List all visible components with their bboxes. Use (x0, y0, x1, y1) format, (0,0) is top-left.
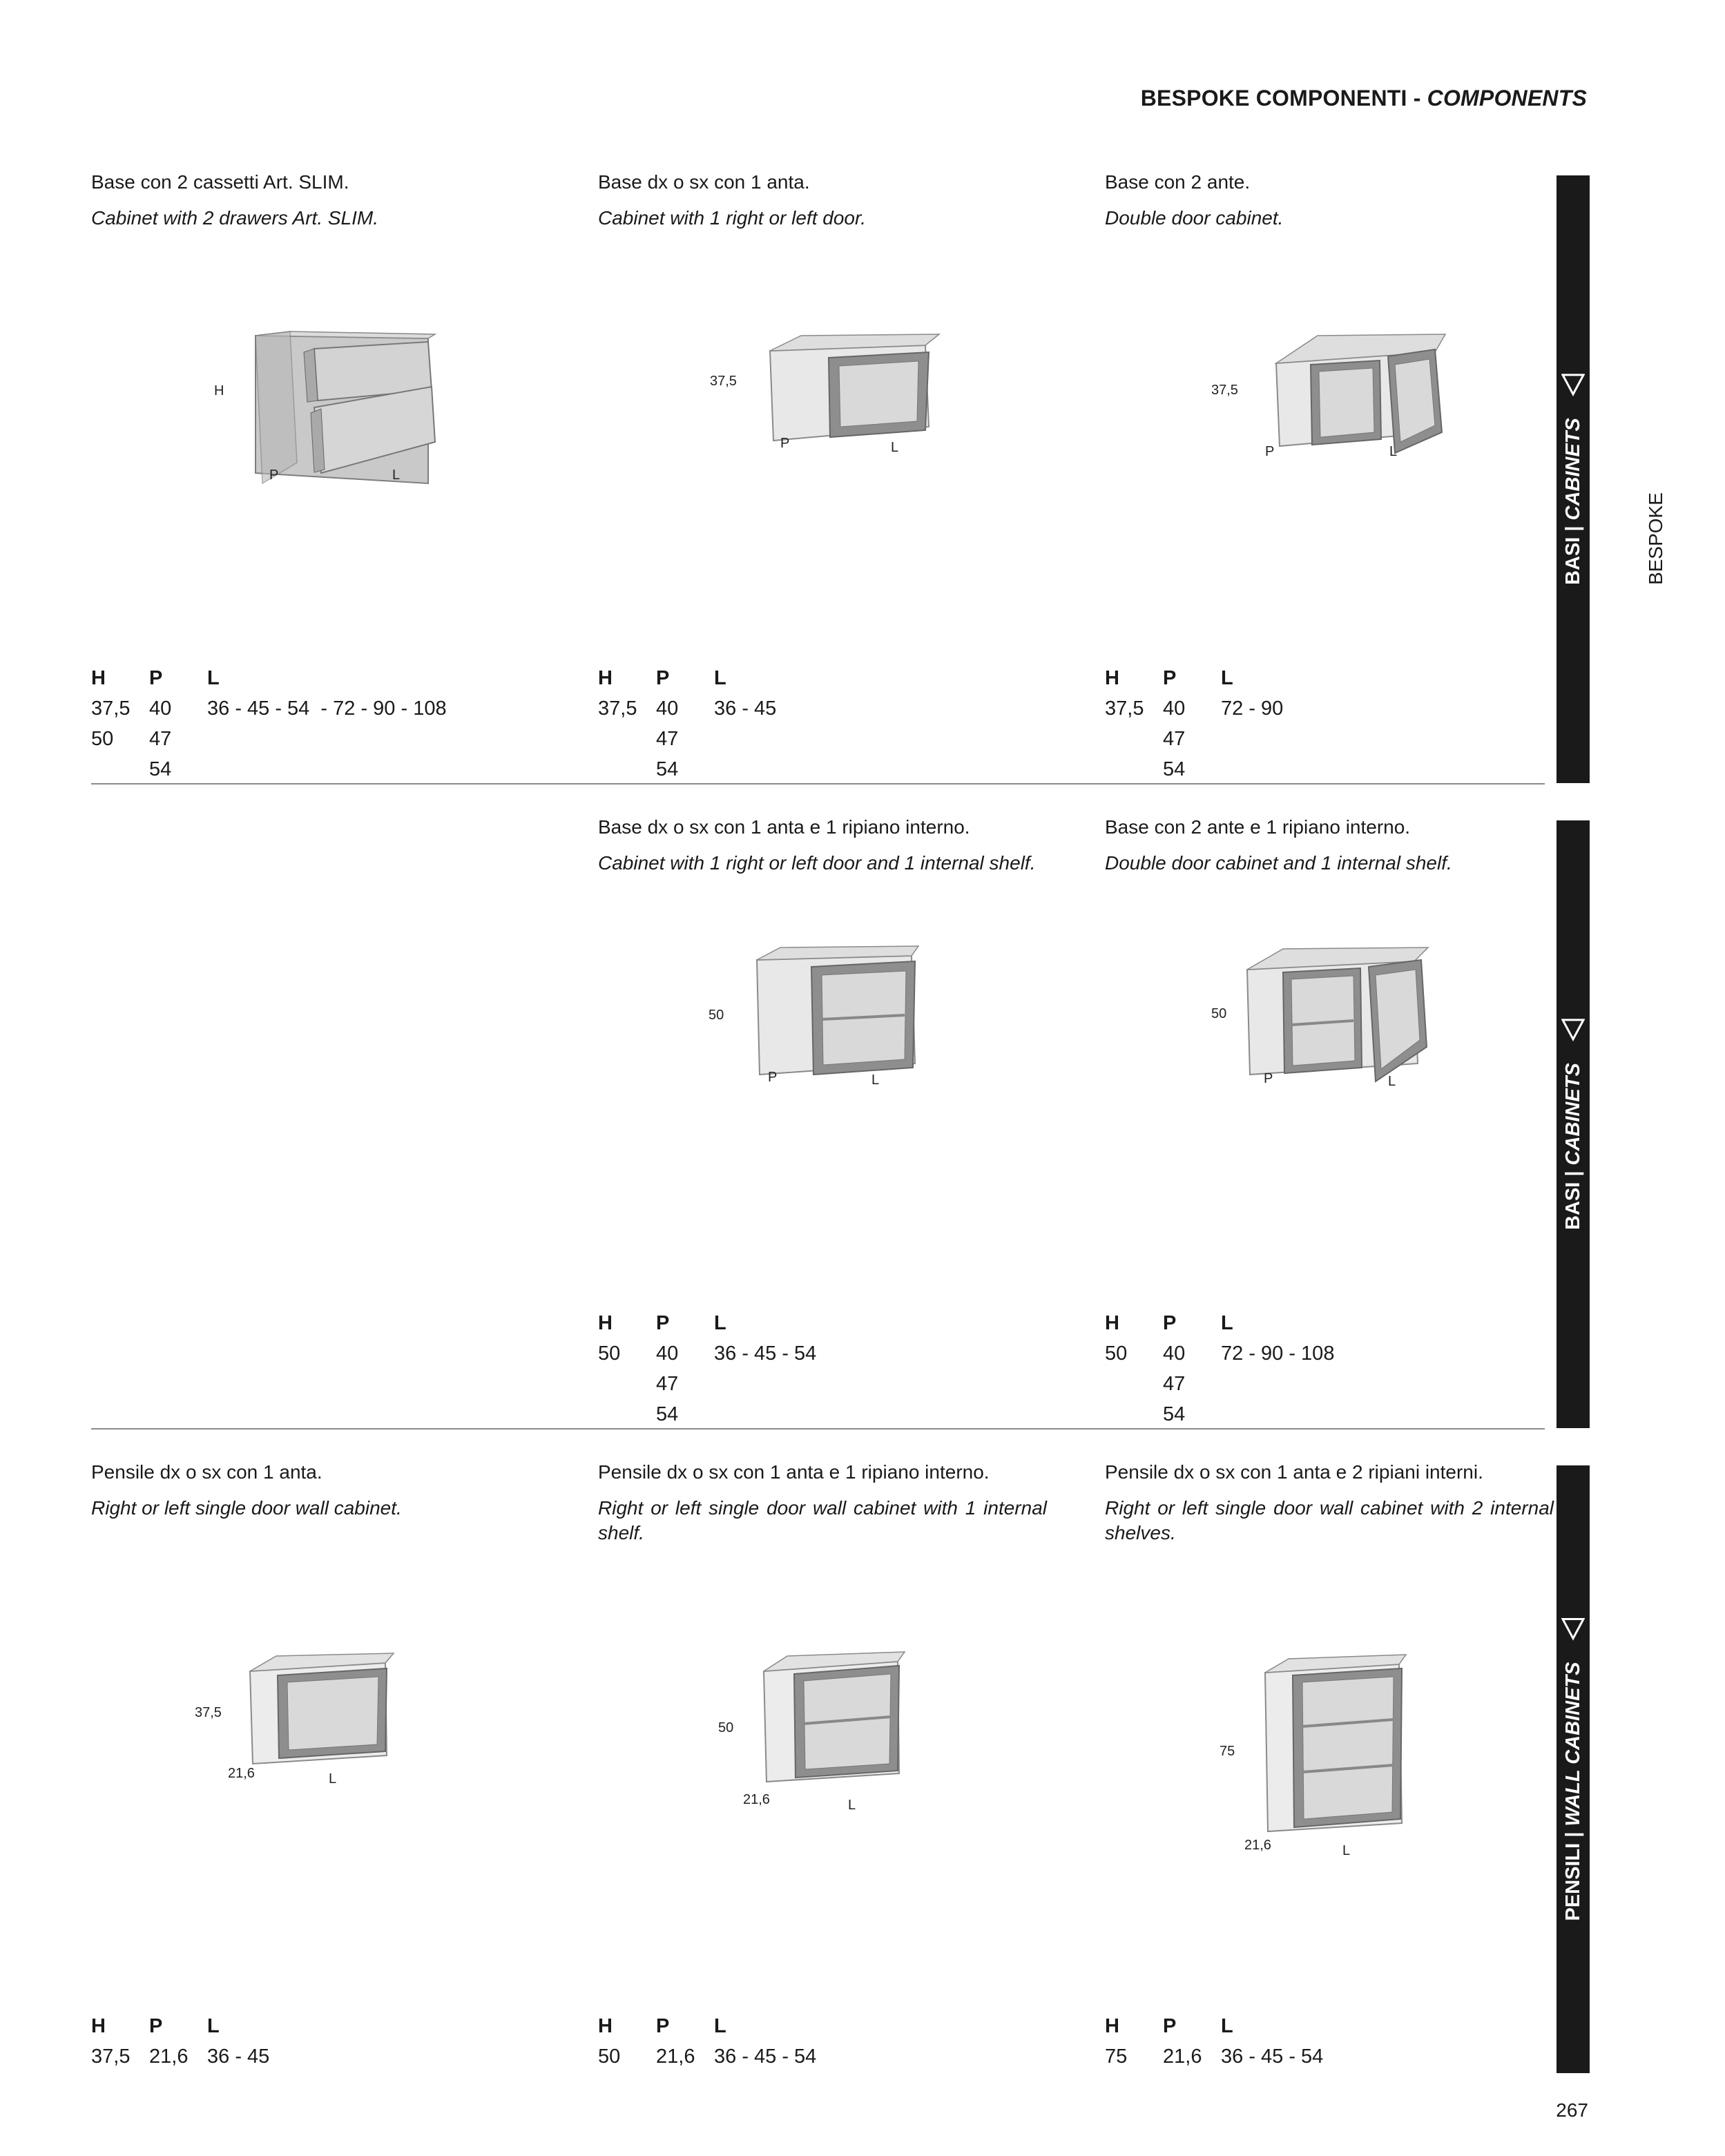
product-title-it: Base con 2 ante e 1 ripiano interno. (1105, 816, 1411, 838)
cell-p: 47 (149, 728, 172, 750)
dimension-label-l: L (1389, 444, 1398, 459)
category-bar-3 (1557, 1465, 1590, 2073)
triangle-icon (1561, 374, 1585, 397)
table-row (91, 724, 447, 754)
col-l: L (207, 2015, 220, 2037)
wall-cabinet-illustration (186, 1648, 407, 1800)
col-h: H (598, 2015, 613, 2037)
product-title-it: Base con 2 ante. (1105, 171, 1251, 193)
table-row (1105, 1369, 1334, 1399)
cell-p: 47 (656, 1373, 679, 1395)
table-row (91, 754, 447, 785)
product-cell-2 (598, 171, 1047, 231)
bar-1-label-italic: CABINETS (1561, 418, 1584, 521)
triangle-icon (1561, 1019, 1585, 1042)
col-h: H (1105, 1312, 1119, 1334)
cell-p: 40 (1163, 697, 1186, 720)
table-row (598, 2041, 816, 2072)
cell-p: 54 (1163, 758, 1186, 780)
table-header (598, 663, 776, 693)
cell-h: 50 (91, 728, 114, 750)
dimension-label-p: 21,6 (743, 1792, 770, 1807)
bar-1-label: BASI | (1561, 520, 1584, 585)
cell-h (1105, 1369, 1163, 1399)
col-l: L (1221, 1312, 1233, 1334)
category-bar-2-label (1561, 1019, 1585, 1230)
cell-p: 40 (656, 697, 679, 720)
product-title-it: Pensile dx o sx con 1 anta. (91, 1461, 322, 1483)
dimension-label-h: H (214, 383, 224, 398)
dimension-label-l: L (1388, 1074, 1396, 1089)
category-bar-2 (1557, 820, 1590, 1428)
product-title-en: Right or left single door wall cabinet with 1 internal shelf. (598, 1497, 1047, 1543)
col-l: L (1221, 2015, 1233, 2037)
bar-3-label-italic: WALL CABINETS (1561, 1662, 1584, 1827)
cell-h: 37,5 (1105, 697, 1144, 720)
product-title-en: Cabinet with 1 right or left door and 1 internal shelf. (598, 852, 1036, 874)
cell-l: 36 - 45 (714, 697, 777, 720)
dimension-label-p: P (1265, 444, 1275, 459)
col-l: L (207, 667, 220, 689)
table-row (1105, 2041, 1323, 2072)
table-row (598, 1369, 816, 1399)
product-title-it: Pensile dx o sx con 1 anta e 2 ripiani interni. (1105, 1461, 1483, 1483)
cell-h (598, 754, 656, 785)
product-cell-5 (1105, 816, 1554, 876)
single-door-shelf-cabinet-illustration (704, 943, 939, 1095)
product-title-en: Cabinet with 2 drawers Art. SLIM. (91, 207, 379, 229)
product-title-it: Base dx o sx con 1 anta. (598, 171, 810, 193)
table-header (598, 1308, 816, 1338)
cell-p: 40 (149, 697, 172, 720)
header-title: BESPOKE COMPONENTI - (1140, 86, 1427, 110)
product-title-en: Double door cabinet and 1 internal shelf. (1105, 852, 1452, 874)
product-title-it: Pensile dx o sx con 1 anta e 1 ripiano interno. (598, 1461, 990, 1483)
dimension-table-8 (1105, 2011, 1323, 2072)
cell-p: 47 (1163, 1373, 1186, 1395)
product-cell-7 (598, 1461, 1047, 1546)
col-p: P (656, 2015, 670, 2037)
product-cell-1 (91, 171, 540, 231)
category-bar-1 (1557, 175, 1590, 783)
table-header (91, 663, 447, 693)
dimension-label-h: 50 (718, 1720, 734, 1735)
dimension-label-p: P (768, 1070, 778, 1085)
side-label-text: BESPOKE (1645, 492, 1666, 585)
dimension-table-7 (598, 2011, 816, 2072)
dimension-label-l: L (848, 1798, 856, 1813)
single-door-cabinet-illustration (704, 330, 939, 468)
table-row (91, 693, 447, 724)
bar-2-label-italic: CABINETS (1561, 1063, 1584, 1166)
col-p: P (149, 667, 163, 689)
wall-cabinet-shelf-illustration (704, 1646, 925, 1826)
product-title-en: Cabinet with 1 right or left door. (598, 207, 867, 229)
col-l: L (714, 1312, 726, 1334)
col-p: P (1163, 1312, 1177, 1334)
dimension-label-h: 50 (709, 1008, 724, 1023)
cell-l: 36 - 45 - 54 (1221, 2046, 1324, 2068)
product-title-en: Right or left single door wall cabinet. (91, 1497, 402, 1519)
dimension-label-h: 75 (1220, 1744, 1235, 1759)
dimension-table-2 (598, 663, 776, 785)
table-row (598, 1399, 816, 1430)
dimension-label-p: 21,6 (228, 1766, 255, 1781)
table-row (1105, 1338, 1334, 1369)
cell-p: 54 (1163, 1403, 1186, 1425)
col-l: L (1221, 667, 1233, 689)
cell-l: 36 - 45 (207, 2046, 270, 2068)
col-p: P (656, 1312, 670, 1334)
product-cell-6 (91, 1461, 540, 1521)
dimension-label-p: P (269, 468, 279, 483)
cell-h: 50 (598, 2046, 621, 2068)
table-row (91, 2041, 269, 2072)
cell-h (1105, 724, 1163, 754)
dimension-label-h: 37,5 (1211, 383, 1238, 398)
cell-p: 21,6 (656, 2046, 695, 2068)
page-header (1141, 86, 1587, 111)
header-title-italic: COMPONENTS (1427, 86, 1587, 110)
cell-h: 75 (1105, 2046, 1128, 2068)
cell-p: 54 (656, 1403, 679, 1425)
dimension-label-l: L (871, 1072, 880, 1088)
product-title-en: Double door cabinet. (1105, 207, 1284, 229)
page-number: 267 (1556, 2099, 1588, 2121)
product-title-en: Right or left single door wall cabinet with 2 internal shelves. (1105, 1497, 1554, 1543)
table-header (1105, 663, 1283, 693)
cell-h: 50 (1105, 1342, 1128, 1365)
cell-h (598, 1399, 656, 1430)
col-h: H (91, 2015, 106, 2037)
cell-h (598, 1369, 656, 1399)
dimension-label-l: L (1342, 1843, 1351, 1858)
col-h: H (598, 667, 613, 689)
product-title-it: Base dx o sx con 1 anta e 1 ripiano interno. (598, 816, 970, 838)
cell-h (1105, 1399, 1163, 1430)
drawer-cabinet-illustration (200, 325, 449, 490)
cell-p: 47 (656, 728, 679, 750)
dimension-label-h: 37,5 (710, 374, 737, 389)
cell-l: 72 - 90 (1221, 697, 1284, 720)
category-bar-3-label (1561, 1618, 1585, 1921)
double-door-shelf-cabinet-illustration (1207, 943, 1456, 1095)
cell-h: 50 (598, 1342, 621, 1365)
product-cell-8 (1105, 1461, 1554, 1546)
dimension-label-p: 21,6 (1244, 1838, 1271, 1853)
bar-3-label: PENSILI | (1561, 1826, 1584, 1921)
cell-l: 36 - 45 - 54 - 72 - 90 - 108 (207, 697, 447, 720)
dimension-label-l: L (891, 440, 899, 455)
double-door-cabinet-illustration (1207, 329, 1456, 474)
col-l: L (714, 667, 726, 689)
cell-h (1105, 754, 1163, 785)
cell-p: 21,6 (1163, 2046, 1202, 2068)
dimension-table-1 (91, 663, 447, 785)
dimension-table-3 (1105, 663, 1283, 785)
cell-h: 37,5 (598, 697, 637, 720)
wall-cabinet-two-shelves-illustration (1207, 1650, 1428, 1871)
dimension-table-4 (598, 1308, 816, 1430)
bar-2-label: BASI | (1561, 1165, 1584, 1230)
dimension-label-l: L (392, 468, 401, 483)
col-h: H (598, 1312, 613, 1334)
product-cell-4 (598, 816, 1047, 876)
col-p: P (656, 667, 670, 689)
col-h: H (1105, 2015, 1119, 2037)
col-h: H (1105, 667, 1119, 689)
cell-p: 40 (1163, 1342, 1186, 1365)
table-row (1105, 724, 1283, 754)
cell-h (598, 724, 656, 754)
table-header (1105, 1308, 1334, 1338)
dimension-label-h: 50 (1211, 1006, 1227, 1021)
category-bar-1-label (1561, 374, 1585, 585)
dimension-label-l: L (329, 1771, 337, 1787)
product-cell-3 (1105, 171, 1554, 231)
table-row (1105, 754, 1283, 785)
triangle-icon (1561, 1618, 1585, 1642)
col-p: P (1163, 2015, 1177, 2037)
table-row (598, 1338, 816, 1369)
col-p: P (149, 2015, 163, 2037)
cell-l: 72 - 90 - 108 (1221, 1342, 1335, 1365)
cell-l: 36 - 45 - 54 (714, 2046, 817, 2068)
cell-h: 37,5 (91, 2046, 131, 2068)
table-header (1105, 2011, 1323, 2041)
product-title-it: Base con 2 cassetti Art. SLIM. (91, 171, 349, 193)
table-header (598, 2011, 816, 2041)
col-p: P (1163, 667, 1177, 689)
table-row (598, 693, 776, 724)
cell-l: 36 - 45 - 54 (714, 1342, 817, 1365)
cell-p: 21,6 (149, 2046, 189, 2068)
col-l: L (714, 2015, 726, 2037)
dimension-label-h: 37,5 (195, 1705, 222, 1720)
dimension-table-6 (91, 2011, 269, 2072)
section-side-label (1615, 490, 1697, 587)
table-row (598, 754, 776, 785)
cell-p: 47 (1163, 728, 1186, 750)
cell-p: 40 (656, 1342, 679, 1365)
table-row (1105, 1399, 1334, 1430)
table-row (598, 724, 776, 754)
cell-h (91, 754, 149, 785)
cell-h: 37,5 (91, 697, 131, 720)
dimension-table-5 (1105, 1308, 1334, 1430)
cell-p: 54 (149, 758, 172, 780)
table-row (1105, 693, 1283, 724)
dimension-label-p: P (780, 436, 790, 451)
dimension-label-p: P (1264, 1071, 1273, 1086)
col-h: H (91, 667, 106, 689)
table-header (91, 2011, 269, 2041)
cell-p: 54 (656, 758, 679, 780)
